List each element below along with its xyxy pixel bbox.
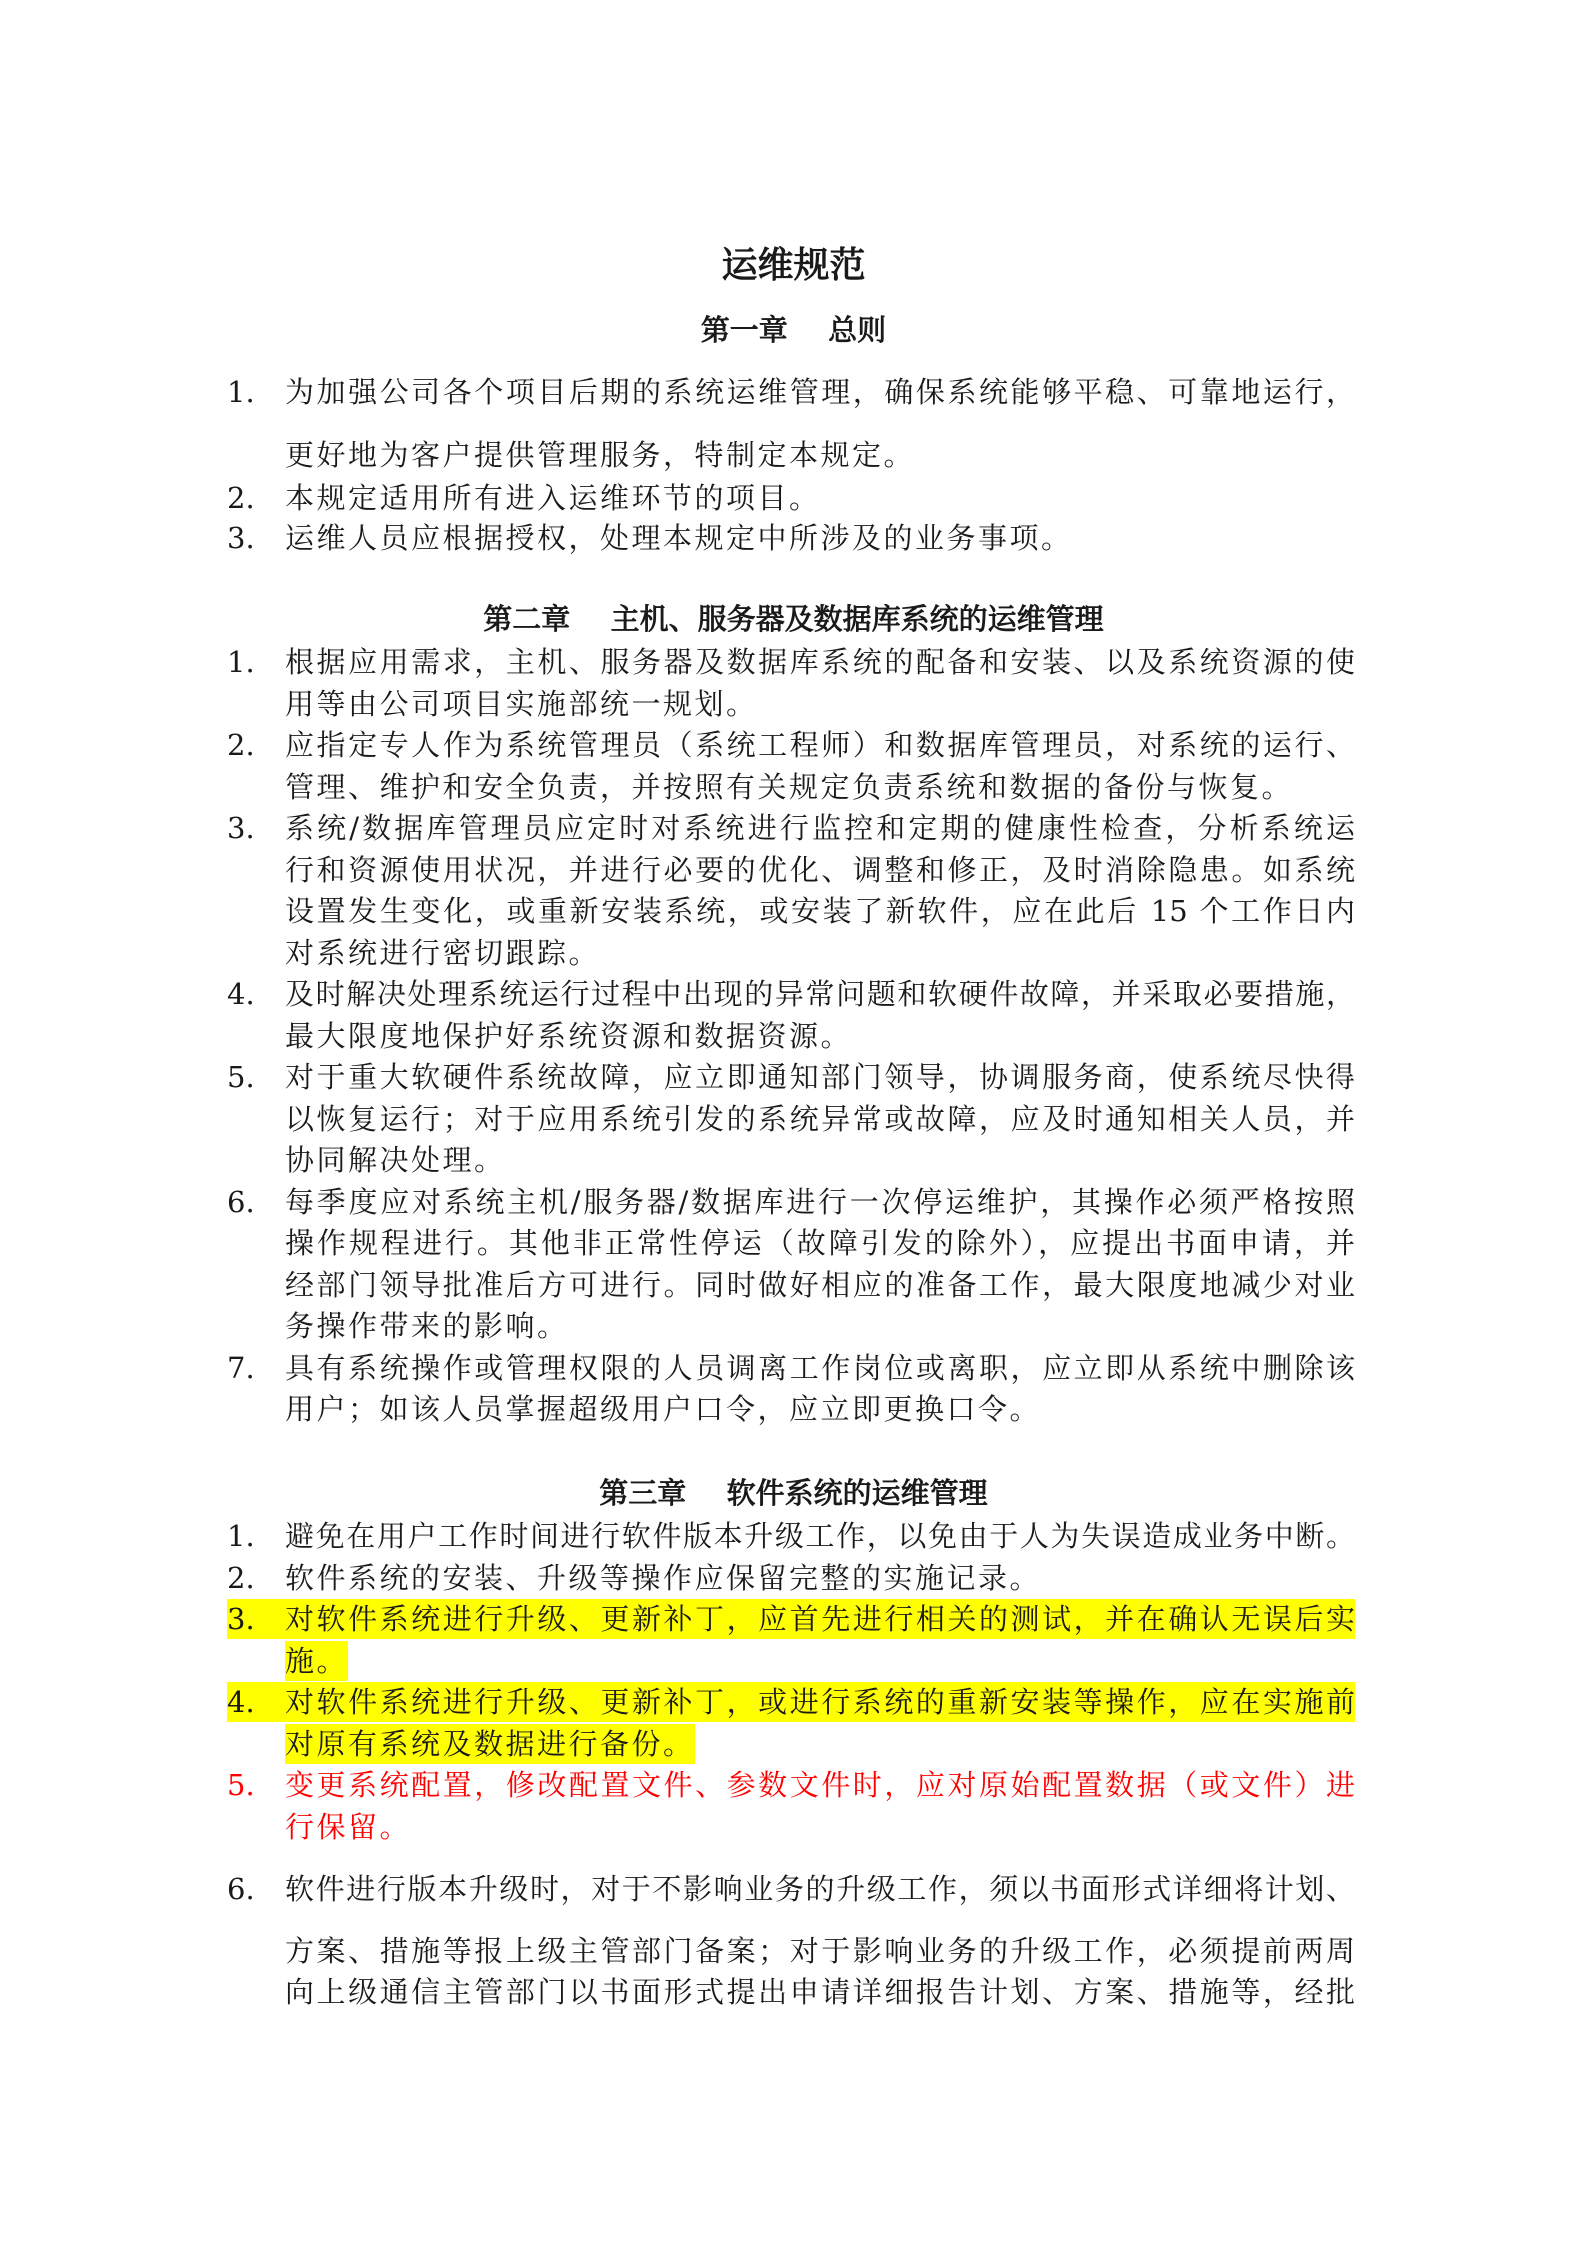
list-item-text: 操作规程进行。其他非正常性停运（故障引发的除外），应提出书面申请，并: [285, 1226, 1355, 1260]
list-item-number: 2.: [227, 481, 255, 515]
list-item-line: [285, 1016, 1355, 1056]
list-item-line: [285, 1140, 1355, 1180]
list-item-text: 对系统进行密切跟踪。: [285, 935, 601, 970]
list-item-text: 最大限度地保护好系统资源和数据资源。: [285, 1018, 853, 1053]
list-item-text: 软件进行版本升级时，对于不影响业务的升级工作，须以书面形式详细将计划、: [285, 1872, 1355, 1906]
list-item-line: [285, 725, 1355, 765]
list-item-line: [285, 1182, 1355, 1222]
list-item-number: 5.: [227, 1768, 255, 1802]
list-item-text: 对软件系统进行升级、更新补丁，或进行系统的重新安装等操作，应在实施前: [285, 1682, 1355, 1722]
list-item-number: 3.: [227, 521, 255, 555]
list-item-line: [285, 1931, 1355, 1971]
list-item-line: [285, 1807, 1355, 1847]
list-item-text: 应指定专人作为系统管理员（系统工程师）和数据库管理员，对系统的运行、: [285, 728, 1355, 762]
chapter-heading: 第二章 主机、服务器及数据库系统的运维管理: [483, 602, 1104, 636]
list-item-line: [285, 974, 1355, 1014]
chapter-heading: 第三章 软件系统的运维管理: [599, 1476, 988, 1510]
list-item-line: [285, 1516, 1355, 1556]
list-item-line: [285, 372, 1355, 412]
list-item-number: 4.: [227, 1682, 285, 1722]
list-item-text: 设置发生变化，或重新安装系统，或安装了新软件，应在此后 15 个工作日内: [285, 894, 1355, 928]
list-item-text: 本规定适用所有进入运维环节的项目。: [285, 481, 821, 515]
list-item-line: [285, 767, 1355, 807]
list-item-line: [285, 684, 1355, 724]
list-item-line: [285, 1348, 1355, 1388]
list-item-text: 系统/数据库管理员应定时对系统进行监控和定期的健康性检查，分析系统运: [285, 811, 1355, 845]
list-item-text: 务操作带来的影响。: [285, 1309, 569, 1343]
list-item-number: 3.: [227, 811, 255, 845]
list-item-number: 1.: [227, 375, 255, 409]
list-item-text: 以恢复运行；对于应用系统引发的系统异常或故障，应及时通知相关人员，并: [285, 1101, 1355, 1136]
list-item-line: [285, 1599, 1355, 1639]
list-item-line: [285, 642, 1355, 682]
list-item-text: 对软件系统进行升级、更新补丁，应首先进行相关的测试，并在确认无误后实: [285, 1599, 1355, 1639]
list-item-line: [285, 808, 1355, 848]
list-item-text: 对原有系统及数据进行备份。: [285, 1724, 695, 1764]
list-item-text: 具有系统操作或管理权限的人员调离工作岗位或离职，应立即从系统中删除该: [285, 1350, 1355, 1385]
list-item-line: [285, 1389, 1355, 1429]
list-item-line: [285, 1099, 1355, 1139]
list-item-number: 6.: [227, 1872, 255, 1906]
list-item-text: 向上级通信主管部门以书面形式提出申请详细报告计划、方案、措施等，经批: [285, 1975, 1355, 2009]
list-item-text: 施。: [285, 1641, 348, 1681]
list-item-number: 2.: [227, 728, 255, 762]
document-title: 运维规范: [721, 245, 866, 286]
list-item-line: [285, 1765, 1355, 1805]
list-item-line: [285, 518, 1355, 558]
list-item-text: 行和资源使用状况，并进行必要的优化、调整和修正，及时消除隐患。如系统: [285, 852, 1355, 887]
list-item-number: 6.: [227, 1184, 255, 1219]
list-item-text: 运维人员应根据授权，处理本规定中所涉及的业务事项。: [285, 521, 1073, 555]
list-item-line: [285, 1869, 1355, 1909]
list-item-text: 用等由公司项目实施部统一规划。: [285, 686, 758, 721]
list-item-line: [285, 1265, 1355, 1305]
list-item-line: [285, 1558, 1355, 1598]
list-item-number: 1.: [227, 645, 255, 679]
list-item-line: [285, 1724, 1355, 1764]
list-item-text: 行保留。: [285, 1809, 412, 1844]
list-item-line: [285, 891, 1355, 931]
list-item-number: 5.: [227, 1060, 255, 1094]
list-item-text: 及时解决处理系统运行过程中出现的异常问题和软硬件故障，并采取必要措施，: [285, 977, 1355, 1011]
list-item-text: 避免在用户工作时间进行软件版本升级工作，以免由于人为失误造成业务中断。: [285, 1519, 1355, 1553]
list-item-line: [285, 1057, 1355, 1097]
list-item-line: [285, 478, 1355, 518]
list-item-text: 用户；如该人员掌握超级用户口令，应立即更换口令。: [285, 1392, 1042, 1426]
list-item-text: 对于重大软硬件系统故障，应立即通知部门领导，协调服务商，使系统尽快得: [285, 1060, 1355, 1094]
chapter-heading: 第一章 总则: [700, 313, 887, 347]
list-item-text: 方案、措施等报上级主管部门备案；对于影响业务的升级工作，必须提前两周: [285, 1934, 1355, 1968]
list-item-line: [285, 1223, 1355, 1263]
list-item-text: 协同解决处理。: [285, 1143, 506, 1177]
list-item-number: 4.: [227, 977, 255, 1011]
list-item-number: 3.: [227, 1599, 285, 1639]
list-item-line: [285, 850, 1355, 890]
list-item-line: [285, 1682, 1355, 1722]
list-item-text: 变更系统配置，修改配置文件、参数文件时，应对原始配置数据（或文件）进: [285, 1768, 1355, 1802]
list-item-text: 根据应用需求，主机、服务器及数据库系统的配备和安装、以及系统资源的使: [285, 645, 1355, 679]
list-item-number: 1.: [227, 1519, 255, 1553]
list-item-line: [285, 933, 1355, 973]
list-item-text: 为加强公司各个项目后期的系统运维管理，确保系统能够平稳、可靠地运行，: [285, 375, 1355, 409]
list-item-text: 管理、维护和安全负责，并按照有关规定负责系统和数据的备份与恢复。: [285, 769, 1294, 804]
list-item-line: [285, 1972, 1355, 2012]
list-item-text: 更好地为客户提供管理服务，特制定本规定。: [285, 438, 916, 472]
list-item-number: 2.: [227, 1560, 255, 1595]
list-item-line: [285, 435, 1355, 475]
list-item-text: 软件系统的安装、升级等操作应保留完整的实施记录。: [285, 1560, 1042, 1595]
list-item-text: 每季度应对系统主机/服务器/数据库进行一次停运维护，其操作必须严格按照: [285, 1184, 1355, 1219]
list-item-line: [285, 1641, 1355, 1681]
list-item-line: [285, 1306, 1355, 1346]
list-item-number: 7.: [227, 1350, 255, 1385]
list-item-text: 经部门领导批准后方可进行。同时做好相应的准备工作，最大限度地减少对业: [285, 1267, 1355, 1302]
